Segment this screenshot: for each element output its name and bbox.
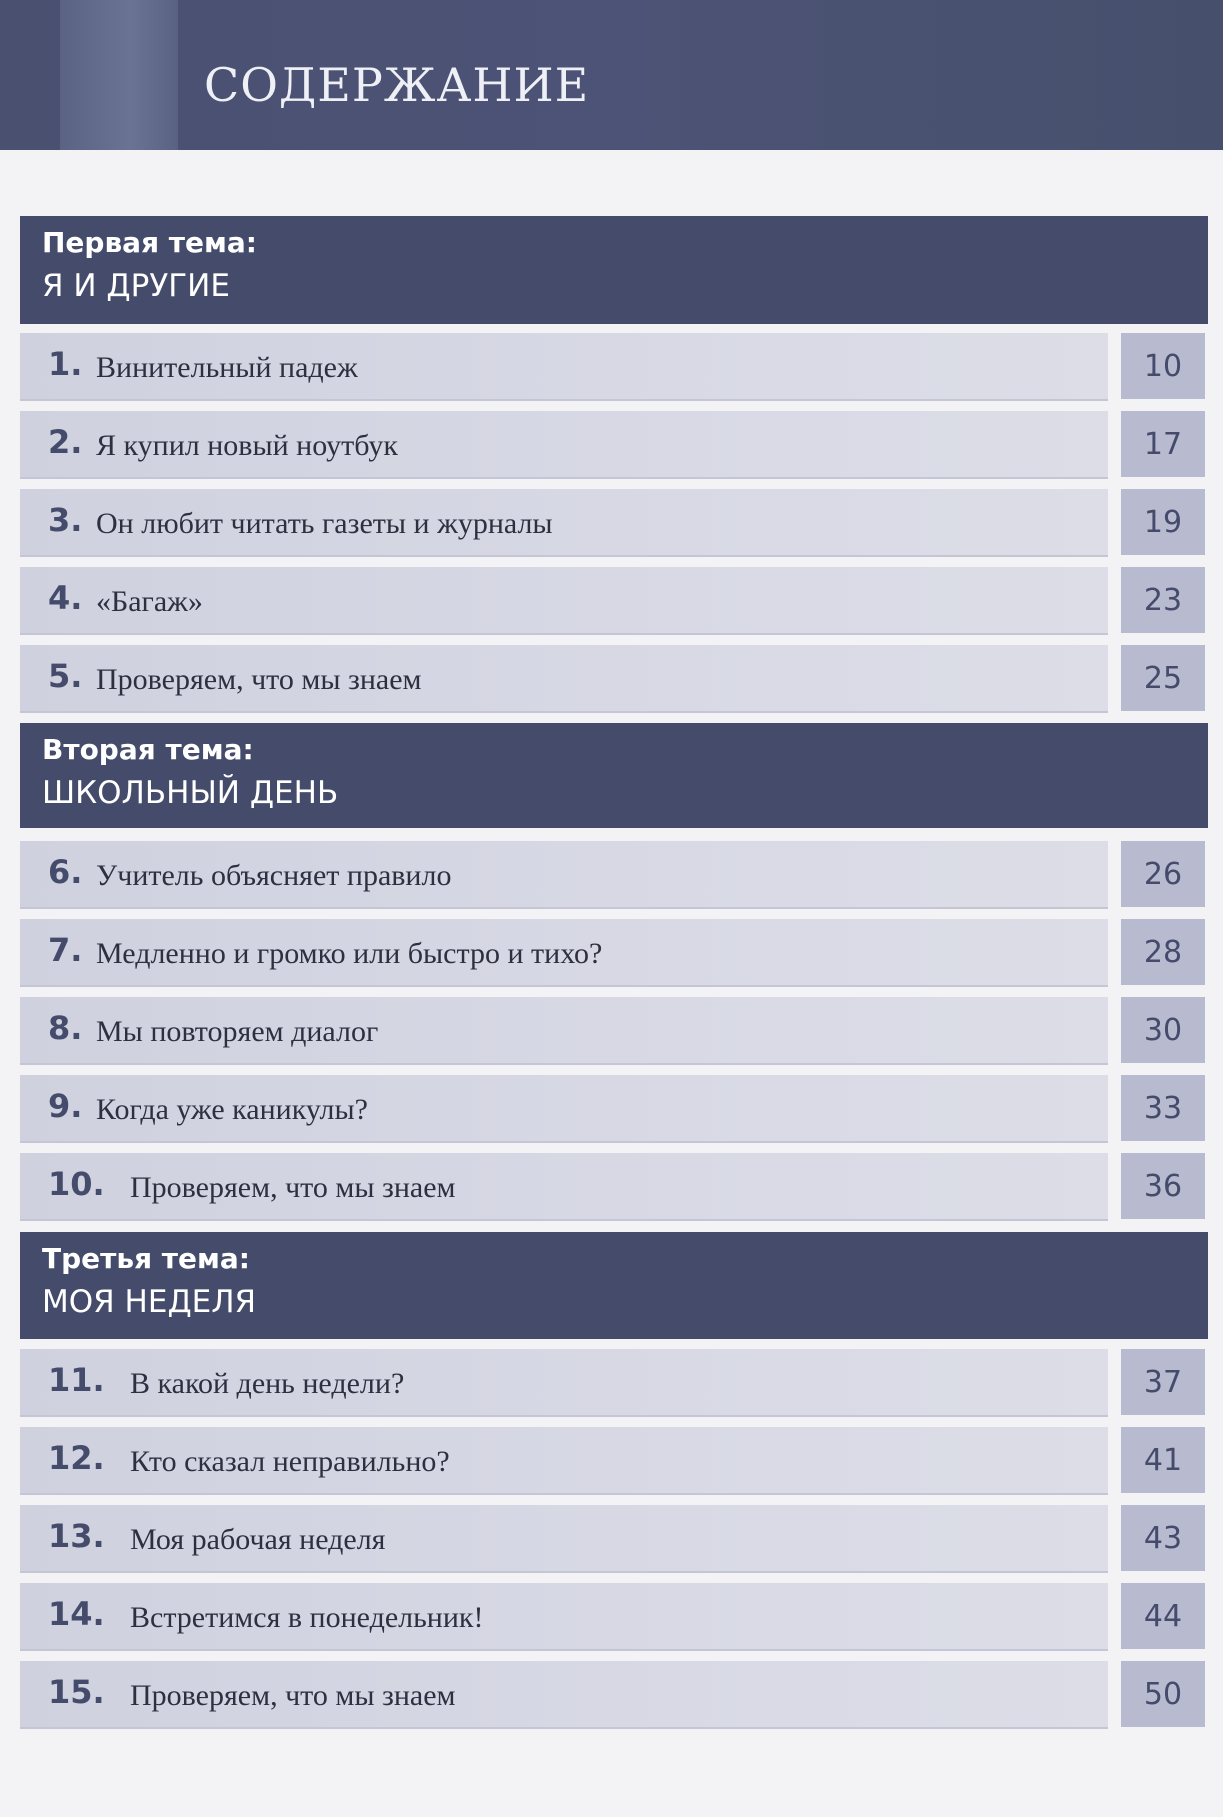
page-number: 41 <box>1121 1427 1205 1493</box>
lesson-number: 12. <box>48 1439 105 1477</box>
lesson-number: 15. <box>48 1673 105 1711</box>
page-number: 19 <box>1121 489 1205 555</box>
page-number: 25 <box>1121 645 1205 711</box>
section-label: Вторая тема: <box>42 733 254 766</box>
toc-entry[interactable] <box>20 333 1108 399</box>
lesson-number: 3. <box>48 501 83 539</box>
lesson-title: Моя рабочая неделя <box>130 1523 386 1556</box>
toc-entry[interactable] <box>20 411 1108 477</box>
lesson-number: 1. <box>48 345 83 383</box>
page-number: 28 <box>1121 919 1205 985</box>
page-number: 10 <box>1121 333 1205 399</box>
toc-entry[interactable] <box>20 1661 1108 1727</box>
page-number: 43 <box>1121 1505 1205 1571</box>
page-number: 33 <box>1121 1075 1205 1141</box>
lesson-number: 8. <box>48 1009 83 1047</box>
toc-entry[interactable] <box>20 841 1108 907</box>
page-title: СОДЕРЖАНИЕ <box>204 58 590 112</box>
lesson-number: 9. <box>48 1087 83 1125</box>
toc-entry[interactable] <box>20 1427 1108 1493</box>
page-number: 37 <box>1121 1349 1205 1415</box>
lesson-title: «Багаж» <box>96 585 203 618</box>
lesson-number: 2. <box>48 423 83 461</box>
lesson-title: Проверяем, что мы знаем <box>96 663 422 696</box>
toc-entry[interactable] <box>20 1153 1108 1219</box>
lesson-title: Винительный падеж <box>96 351 358 384</box>
toc-entry[interactable] <box>20 1583 1108 1649</box>
lesson-title: В какой день недели? <box>130 1367 405 1400</box>
page-number: 44 <box>1121 1583 1205 1649</box>
page-number: 50 <box>1121 1661 1205 1727</box>
toc-entry[interactable] <box>20 919 1108 985</box>
toc-entry[interactable] <box>20 567 1108 633</box>
page-number: 30 <box>1121 997 1205 1063</box>
lesson-number: 4. <box>48 579 83 617</box>
section-topic: Я И ДРУГИЕ <box>42 268 230 304</box>
lesson-title: Мы повторяем диалог <box>96 1015 379 1048</box>
toc-entry[interactable] <box>20 1349 1108 1415</box>
toc-entry[interactable] <box>20 1075 1108 1141</box>
toc-entry[interactable] <box>20 489 1108 555</box>
lesson-title: Медленно и громко или быстро и тихо? <box>96 937 603 970</box>
lesson-number: 13. <box>48 1517 105 1555</box>
lesson-title: Когда уже каникулы? <box>96 1093 368 1126</box>
section-topic: ШКОЛЬНЫЙ ДЕНЬ <box>42 775 339 811</box>
page-number: 23 <box>1121 567 1205 633</box>
toc-entry[interactable] <box>20 997 1108 1063</box>
lesson-title: Учитель объясняет правило <box>96 859 452 892</box>
lesson-number: 10. <box>48 1165 105 1203</box>
lesson-number: 6. <box>48 853 83 891</box>
toc-entry[interactable] <box>20 645 1108 711</box>
section-header <box>20 723 1208 828</box>
section-header <box>20 1232 1208 1339</box>
lesson-title: Встретимся в понедельник! <box>130 1601 484 1634</box>
page-number: 36 <box>1121 1153 1205 1219</box>
lesson-title: Я купил новый ноутбук <box>96 429 398 462</box>
page-number: 17 <box>1121 411 1205 477</box>
section-label: Третья тема: <box>42 1242 250 1275</box>
lesson-title: Проверяем, что мы знаем <box>130 1679 456 1712</box>
lesson-title: Проверяем, что мы знаем <box>130 1171 456 1204</box>
lesson-number: 7. <box>48 931 83 969</box>
toc-entry[interactable] <box>20 1505 1108 1571</box>
lesson-title: Он любит читать газеты и журналы <box>96 507 553 540</box>
section-label: Первая тема: <box>42 226 258 259</box>
lesson-number: 5. <box>48 657 83 695</box>
lesson-number: 11. <box>48 1361 105 1399</box>
lesson-title: Кто сказал неправильно? <box>130 1445 450 1478</box>
section-topic: МОЯ НЕДЕЛЯ <box>42 1284 257 1320</box>
page-number: 26 <box>1121 841 1205 907</box>
section-header <box>20 216 1208 324</box>
lesson-number: 14. <box>48 1595 105 1633</box>
